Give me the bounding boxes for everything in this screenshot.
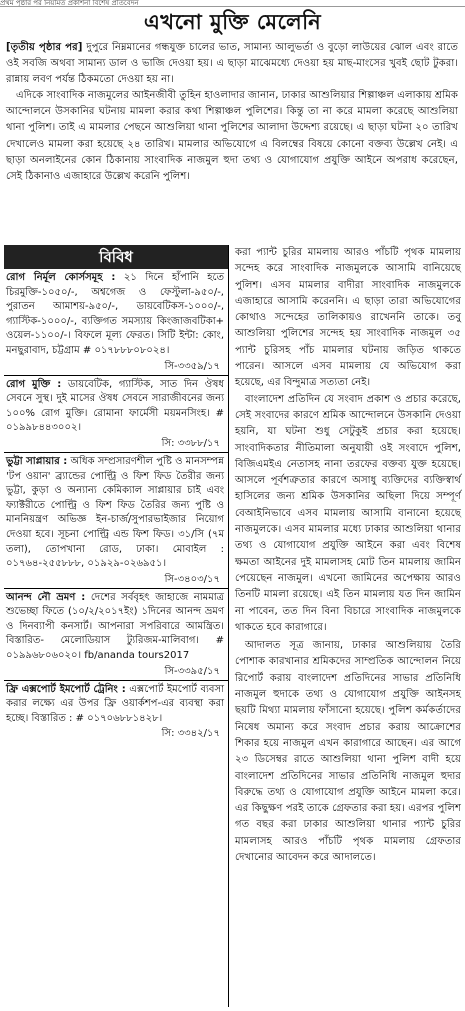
continuation-tag: [তৃতীয় পৃষ্ঠার পর] — [6, 42, 83, 53]
headline: এখনো মুক্তি মেলেনি — [143, 10, 322, 34]
ad-title: রোগ নির্মূল কোর্সসমূহ : — [6, 272, 116, 283]
article-paragraph: করা প্যান্ট চুরির মামলায় আরও পাঁচটি পৃথক মামলায় সন্দেহ করে সাংবাদিক নাজমুলকে আসামি বানিয়েছে পুলিশ। এসব মামলার বাদীরা সাংবাদিক নাজমুলকে এজাহারে আসামি করেননি। এ ছাড়া তারা অভিযোগের কোথাও সন্দেহের তালিকায়ও রাখেননি তাকে। তবু আশুলিয়া পুলিশের সন্দেহ হয় সাংবাদিক নাজমুল ৩৫ প্যান্ট চুরিসহ পাঁচ মামলার ঘটনায় জড়িত থাকতে পারেন। আসলে এসব মামলায় যে অভিযোগ করা হয়েছে, এর বিন্দুমাত্র সত্যতা নেই। — [235, 247, 461, 389]
ad-title: ভুট্টা সাপ্লায়ার : — [6, 455, 68, 467]
ad-title: রোগ মুক্তি : — [6, 378, 62, 390]
ad-item — [4, 681, 228, 727]
ad-item — [4, 453, 228, 572]
lead-paragraph-2: এদিকে সাংবাদিক নাজমুলের আইনজীবী তুহিন হাওলাদার জানান, ঢাকার আশুলিয়ার শিল্পাঞ্চল এলাকায় শ্রমিক আন্দোলনে উসকানির ঘটনায় মামলা করার কথা শিল্পাঞ্চল পুলিশের। কিন্তু তা না করে মামলা করেছে আশুলিয়া থানা পুলিশ। তাই এ মামলার পেছনে আশুলিয়া থানা পুলিশের আলাদা উদ্দেশ্য রয়েছে। এ ছাড়া ঘটনা ২০ তারিখ দেখালেও মামলা করা হয়েছে ২৪ তারিখ। মামলার অভিযোগে এ বিলম্বের বিষয়ে কোনো বক্তব্য উল্লেখ নেই। এ ছাড়া অনলাইনের কোন ঠিকানায় সাংবাদিক নাজমুল হুদা তথ্য ও যোগাযোগ প্রযুক্তি আইনে অপরাধ করেছেন, সেই ঠিকানাও এজাহারে উল্লেখ করেনি পুলিশ। — [6, 90, 458, 182]
article-continuation-column — [235, 245, 461, 866]
ad-code: সি-৩৪০৩/১৭ — [4, 572, 228, 589]
classifieds-column — [4, 245, 229, 1007]
ad-body: এক্সপোর্ট ইমপোর্ট ব্যবসা করার লক্ষ্যে এর উপর ফ্রি ওয়ার্কশপ-এর ব্যবস্থা করা হচ্ছে। বিস্তারিত : # ০১৭০৬৮৮১৪২৮। — [6, 683, 224, 724]
ad-title: ফ্রি এক্সপোর্ট ইমপোর্ট ট্রেনিং : — [6, 683, 126, 695]
ad-item — [4, 269, 228, 359]
ad-title: আনন্দ নৌ ভ্রমণ : — [6, 591, 86, 603]
top-strip: প্রথম পৃষ্ঠার পর নিয়মিত প্রকাশনা বিশেষ প্রতিবেদন — [0, 0, 465, 7]
ad-item — [4, 376, 228, 436]
article-paragraph: বাংলাদেশ প্রতিদিন যে সংবাদ প্রকাশ ও প্রচার করেছে, সেই সংবাদের কারণে শ্রমিক আন্দোলনে উসকানি দেওয়া হয়নি, যা ঘটনা শুধু সেটুকুই প্রচার করা হয়েছে। সাংবাদিকতার নীতিমালা অনুযায়ী ওই সংবাদে পুলিশ, বিজিএমইএ নেতাসহ নানা তরফের বক্তব্য যুক্ত হয়েছে। আসলে পূর্বশত্রুতার কারণে অসাধু ব্যক্তিদের ব্যক্তিস্বার্থ হাসিলের জন্য শ্রমিক উসকানির অছিলা দিয়ে সম্পূর্ণ বেআইনিভাবে এসব মামলায় আসামি বানানো হয়েছে নাজমুলকে। এসব মামলার মধ্যে ঢাকার আশুলিয়া থানার তথ্য ও যোগাযোগ প্রযুক্তি আইনে করা এবং বিশেষ ক্ষমতা আইনের দুই মামলাসহ মোট তিন মামলায় জামিন পেয়েছেন নাজমুল। এখনো জামিনের অপেক্ষায় আরও তিনটি মামলা রয়েছে। এই তিন মামলায় যত দিন জামিন না পাবেন, তত দিন বিনা বিচারে সাংবাদিক নাজমুলকে থাকতে হবে কারাগারে। — [235, 393, 461, 633]
classifieds-header: বিবিধ — [4, 245, 228, 269]
ad-body: দেশের সর্ববৃহৎ জাহাজে নামমাত্র শুভেচ্ছা ফিতে (১০/২/২০১৭ইং) ১দিনের আনন্দ ভ্রমণ ও দিনব্যাপী কনসার্ট। আপনারা সপরিবারে আমন্ত্রিত। বিস্তারিত- মেলোডিয়াস ট্যুরিজম-মালিবাগ। # ০১৯৯৬৮০৬০২০। fb/ananda tours2017 — [6, 591, 224, 662]
ad-code: সি: ৩৩৪২/১৭ — [161, 728, 220, 740]
ad-code: সি-৩৩৫৯/১৭ — [4, 359, 228, 376]
ad-item — [4, 589, 228, 664]
article-paragraph: আদালত সূত্র জানায়, ঢাকার আশুলিয়ায় তৈরি পোশাক কারখানার শ্রমিকদের সাম্প্রতিক আন্দোলন নিয়ে রিপোর্ট করায় বাংলাদেশ প্রতিদিনের সাভার প্রতিনিধি নাজমুল হুদাকে তথ্য ও যোগাযোগ প্রযুক্তি আইনসহ ছয়টি মিথ্যা মামলায় ফাঁসানো হয়েছে। পুলিশ কর্মকর্তাদের নিষেধ অমান্য করে সংবাদ প্রচার করায় আক্রোশের শিকার হয়ে নাজমুল এখন কারাগারে আছেন। এর আগে ২৩ ডিসেম্বর রাতে আশুলিয়া থানা পুলিশ বাদী হয়ে বাংলাদেশ প্রতিদিনের সাভার প্রতিনিধি নাজমুল হুদার বিরুদ্ধে তথ্য ও যোগাযোগ প্রযুক্তি আইনে মামলা করে। এর কিছুক্ষণ পরই তাকে গ্রেফতার করা হয়। এরপর পুলিশ গত বছর করা ঢাকার আশুলিয়া থানার প্যান্ট চুরির মামলাসহ আরও পাঁচটি পৃথক মামলায় গ্রেফতার দেখানোর আবেদন করে আদালতে। — [235, 640, 461, 863]
lead-article — [6, 40, 458, 185]
lead-text-1: দুপুরে নিম্নমানের গন্ধযুক্ত চালের ভাত, সামান্য আলুভর্তা ও বুড়ো লাউয়ের ঝোল এবং রাতে ওই সবজি অথবা সামান্য ডাল ও ভাজি দেওয়া হয়। এ ছাড়া মাঝেমধ্যে দেওয়া হয় মাছ-মাংসের খুবই ছোট টুকরা। রান্নায় লবণ পর্যন্ত ঠিকমতো দেওয়া হয় না। — [6, 42, 458, 86]
ad-body: অধিক সম্প্রসারণশীল পুষ্টি ও মানসম্পন্ন 'টপ ওয়ান' ব্র্যান্ডের পোল্ট্রি ও ফিশ ফিড তৈরীর জন্য ভুট্টা, কুড়া ও অন্যান্য কেমিক্যাল সাপ্লায়ার চাই এবং ফ্যাক্টরীতে পোল্ট্রি ও ফিশ ফিড তৈরির জন্য পুষ্টি ও মাননিয়ন্ত্রণ অভিজ্ঞ ইন-চার্জ/সুপারভাইজার নিয়োগ দেওয়া হবে। সূচনা পোল্ট্রি এন্ড ফিশ ফিড। ৩১/সি (৭ম তলা), তোপখানা রোড, ঢাকা। মোবাইল : ০১৭৬৪-২৫৫৮৮৮, ০১৯২৯-০২৬৯৫১। — [6, 455, 224, 570]
ad-code: সি-৩৩৯৫/১৭ — [4, 664, 228, 681]
lead-paragraph-1 — [6, 40, 458, 88]
ad-code: সি: ৩৩৮৮/১৭ — [4, 436, 228, 453]
ad-body: ২১ দিনে হাঁপানি হতে চিরমুক্তি-১০৫০/-, অশ্বগেজ ও ফেস্টুলা-৯৫০/-, পুরাতন আমাশয়-৯৫০/-, ডায়বেটিকস-১০০০/-, গ্যাস্টিক-১০০০/-, ব্যক্তিগত সমস্যায় কিংজাজবটিকা+ ওয়েল-১১০০/-। বিফলে মূল্য ফেরত। সিটি ইন্টা: কোং, মনছুরাবাদ, চট্টগ্রাম # ০১৭৮৮৮০৮০২৪। — [6, 272, 225, 356]
ad-body: ডায়বেটিক, গ্যাস্টিক, সাত দিন ঔষধ সেবনে সুস্থ। দুই মাসের ঔষধ সেবনে সারাজীবনের জন্য ১০০% রোগ মুক্তি। রোমানা ফার্মেসী ময়মনসিংহ। # ০১৯৯৮৪৪৩০০২। — [6, 378, 224, 434]
